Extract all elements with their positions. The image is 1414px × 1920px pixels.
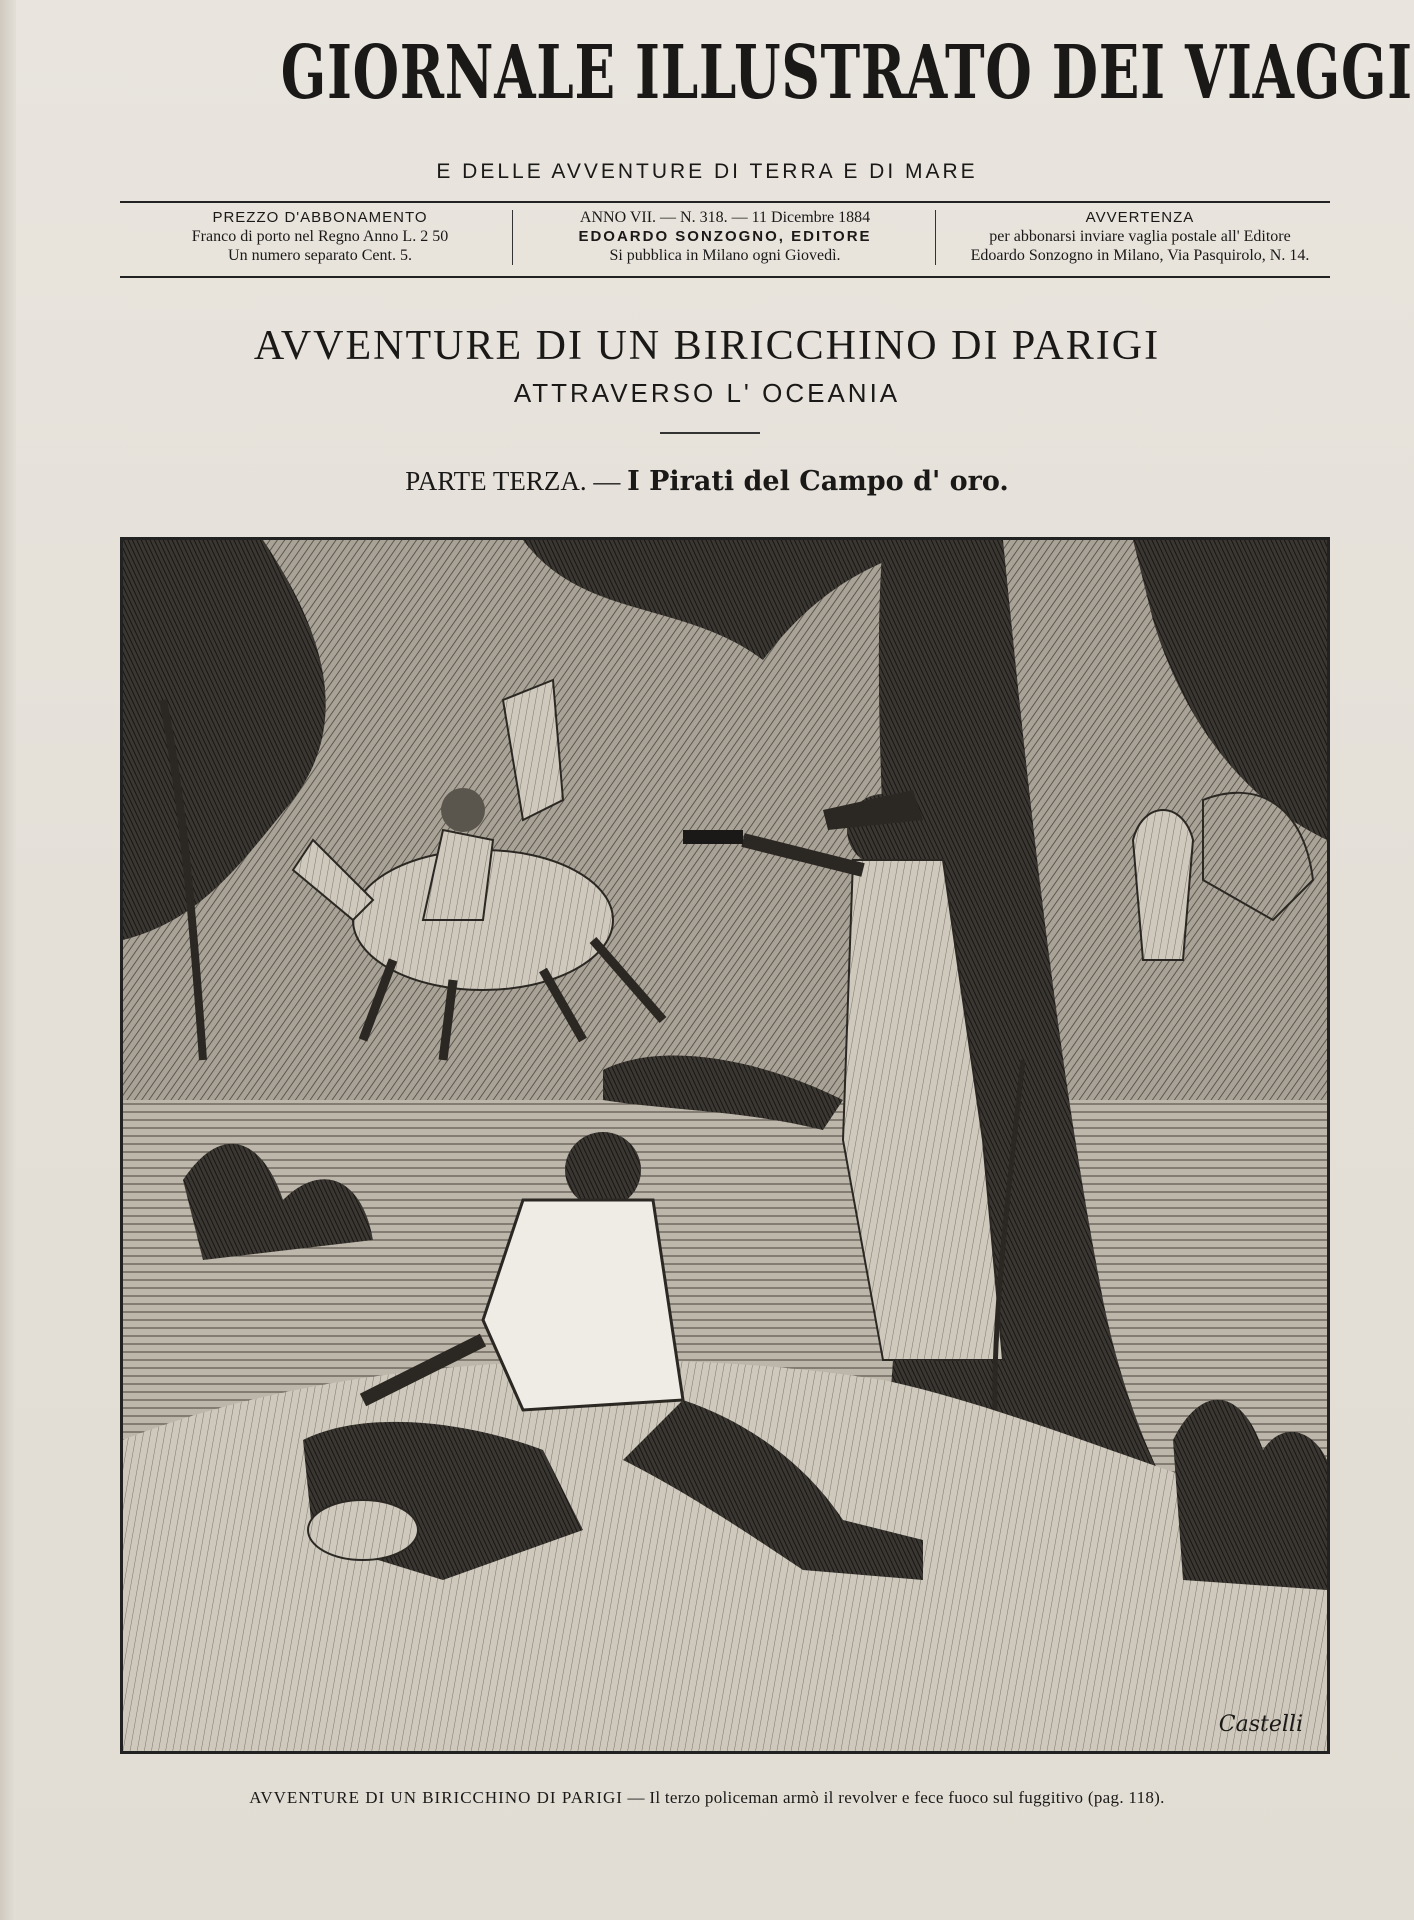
rider-figure	[441, 788, 485, 832]
subscription-heading: PREZZO D'ABBONAMENTO	[212, 209, 428, 226]
revolver	[683, 830, 743, 844]
notice-heading: AVVERTENZA	[1085, 209, 1195, 226]
boy-shirt	[483, 1200, 683, 1410]
story-subtitle: ATTRAVERSO L' OCEANIA	[513, 378, 901, 408]
notice-line-2: Edoardo Sonzogno in Milano, Via Pasquirolo, N. 14.	[970, 247, 1310, 264]
publisher-name: EDOARDO SONZOGNO, EDITORE	[578, 228, 872, 245]
issue-number: ANNO VII. — N. 318. — 11 Dicembre 1884	[579, 209, 871, 226]
page-spine	[0, 0, 16, 1920]
subscription-line-2: Un numero separato Cent. 5.	[228, 247, 412, 264]
illustration-caption	[0, 1788, 1414, 1808]
part-title: I Pirati del Campo d' oro.	[627, 466, 1009, 497]
part-heading	[0, 466, 1414, 497]
masthead-subtitle: E DELLE AVVENTURE DI TERRA E DI MARE	[436, 160, 978, 183]
subscription-price-block	[140, 208, 500, 265]
notice-block	[935, 208, 1345, 265]
publication-note: Si pubblica in Milano ogni Giovedì.	[609, 247, 841, 264]
info-bottom-rule	[120, 276, 1330, 278]
artist-signature: Castelli	[1218, 1712, 1303, 1737]
engraving-illustration	[120, 537, 1330, 1754]
issue-info-block	[525, 208, 925, 265]
part-label: PARTE TERZA. —	[405, 466, 621, 496]
caption-text: — Il terzo policeman armò il revolver e fece fuoco sul fuggitivo (pag. 118).	[627, 1788, 1165, 1807]
caption-lead: AVVENTURE DI UN BIRICCHINO DI PARIGI	[249, 1788, 623, 1807]
title-divider	[660, 432, 760, 434]
top-rule	[120, 201, 1330, 203]
boy-head	[565, 1132, 641, 1208]
subscription-line-1: Franco di porto nel Regno Anno L. 2 50	[191, 228, 449, 245]
masthead-title: GIORNALE ILLUSTRATO DEI VIAGGI	[280, 30, 1413, 116]
notice-line-1: per abbonarsi inviare vaglia postale all' Editore	[989, 228, 1291, 245]
info-divider-left	[512, 210, 513, 265]
background-figure	[1133, 810, 1193, 960]
hat-on-ground	[308, 1500, 418, 1560]
story-title: AVVENTURE DI UN BIRICCHINO DI PARIGI	[253, 323, 1161, 369]
